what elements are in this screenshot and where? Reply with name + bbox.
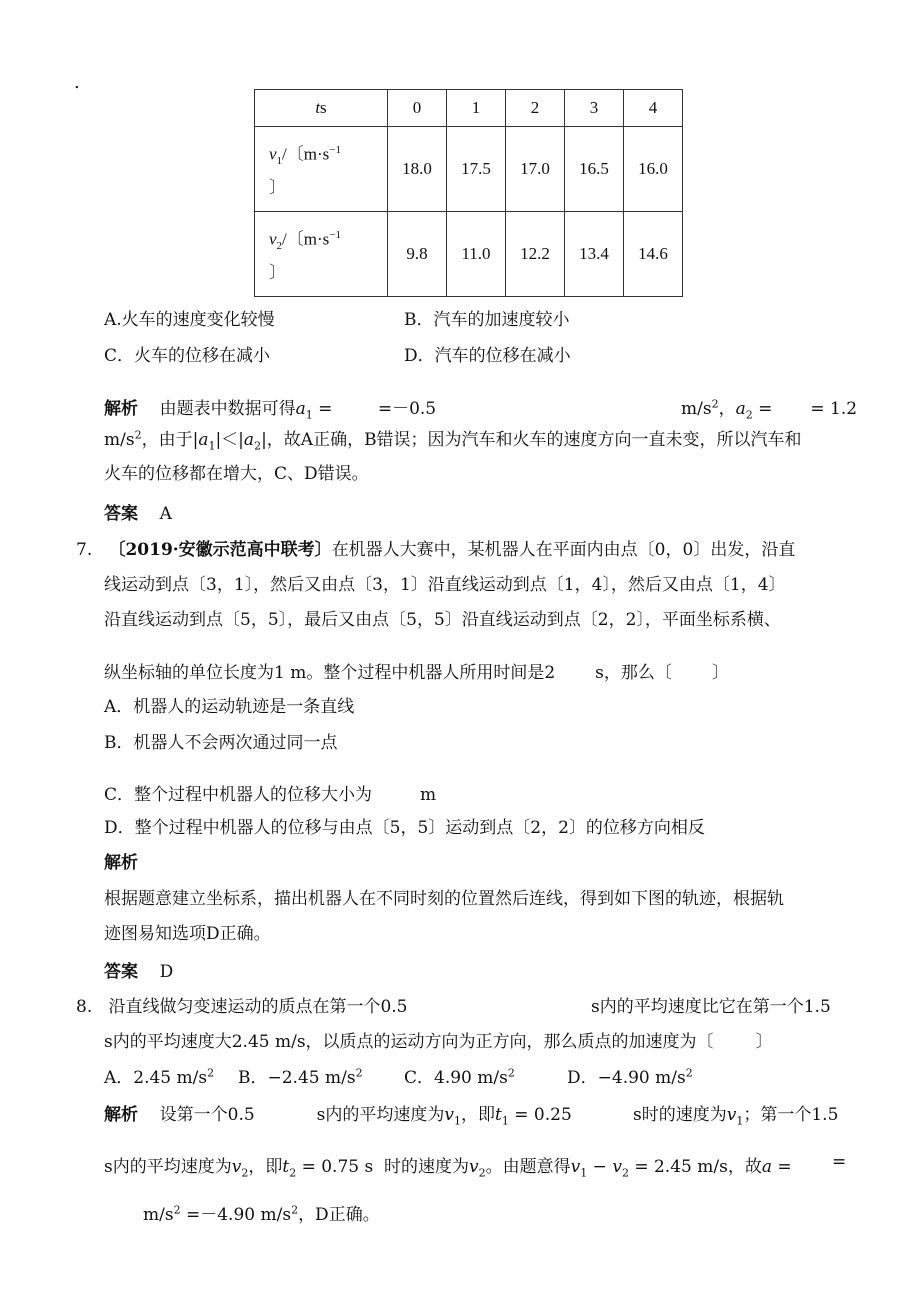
q8-option-a: A．2.45 $m/s^2$ — [104, 1066, 215, 1088]
q6-analysis-line2: $m/s^2$，由于$|a_1|<|a_2|$，故A正确，B错误；因为汽车和火车的速度方向一直未变，所以汽车和 — [104, 428, 802, 453]
v2-label: $v_2/$〔$m\cdot s^{-1}$ 〕 — [255, 212, 388, 297]
table-cell: 0 — [388, 90, 447, 127]
table-cell: 17.0 — [506, 127, 565, 212]
q7-option-d: D．整个过程中机器人的位移与由点〔5，5〕运动到点〔2，2〕的位移方向相反 — [104, 818, 705, 838]
q7-line1: 7. 〔2019·安徽示范高中联考〕在机器人大赛中，某机器人在平面内由点〔0，0〕出发，沿直 — [76, 540, 796, 560]
table-cell: 1 — [447, 90, 506, 127]
q7-analysis-label: 解析 — [104, 853, 138, 873]
q8-analysis-line2: s内的平均速度为$v_2$，即$t_2 = 0.75$ s 时的速度为$v_2$。由题意得$v_1 - v_2 = 2.45$ m/s，故a = — [104, 1157, 792, 1180]
table-cell: 16.5 — [565, 127, 624, 212]
table-cell: 2 — [506, 90, 565, 127]
table-cell: 4 — [624, 90, 683, 127]
q6-analysis-line1: 解析 由题表中数据可得$a_1 = =-0.5$ — [104, 399, 437, 422]
table-header-row — [255, 90, 683, 127]
q8-option-b: B．−2.45 $m/s^2$ — [238, 1066, 363, 1088]
q7-option-b: B．机器人不会两次通过同一点 — [104, 733, 338, 753]
q6-option-d: D．汽车的位移在减小 — [404, 346, 571, 366]
velocity-table — [254, 89, 683, 297]
table-cell: 14.6 — [624, 212, 683, 297]
q7-analysis-line1: 根据题意建立坐标系，描出机器人在不同时刻的位置然后连线，得到如下图的轨迹，根据轨 — [104, 889, 784, 909]
q6-analysis-line1-right: $m/s^2$，$a_2$ = = 1.2 — [681, 397, 858, 422]
header-time-label: ts — [255, 90, 388, 127]
q8-option-d: D．−4.90 $m/s^2$ — [567, 1066, 693, 1088]
table-cell: 9.8 — [388, 212, 447, 297]
table-cell: 18.0 — [388, 127, 447, 212]
q7-line3: 沿直线运动到点〔5，5〕，最后又由点〔5，5〕沿直线运动到点〔2，2〕，平面坐标系横、 — [104, 610, 781, 630]
q8-line2: s内的平均速度大2.45 m/s，以质点的运动方向为正方向，那么质点的加速度为〔 〕 — [104, 1032, 773, 1052]
page-mark: . — [74, 72, 80, 93]
table-cell: 16.0 — [624, 127, 683, 212]
q7-line4: 纵坐标轴的单位长度为1 m。整个过程中机器人所用时间是2 s，那么〔 〕 — [104, 663, 729, 683]
q6-option-a: A.火车的速度变化较慢 — [104, 310, 275, 330]
q7-option-c: C．整个过程中机器人的位移大小为 m — [104, 785, 437, 805]
q8-analysis-line1: 解析 设第一个0.5 s内的平均速度为$v_1$，即$t_1 = 0.25$ — [104, 1105, 572, 1128]
q8-analysis-line2-end: = — [832, 1152, 847, 1172]
q7-analysis-line2: 迹图易知选项D正确。 — [104, 924, 271, 944]
q6-answer: 答案 A — [104, 504, 172, 524]
table-cell: 3 — [565, 90, 624, 127]
q7-option-a: A．机器人的运动轨迹是一条直线 — [104, 697, 355, 717]
q7-answer: 答案 D — [104, 962, 174, 982]
q8-analysis-line1-right: s时的速度为$v_1$；第一个1.5 — [633, 1105, 839, 1128]
q8-option-c: C．4.90 $m/s^2$ — [404, 1066, 515, 1088]
q6-analysis-line3: 火车的位移都在增大，C、D错误。 — [104, 464, 369, 484]
table-cell: 12.2 — [506, 212, 565, 297]
table-cell: 17.5 — [447, 127, 506, 212]
q6-option-b: B．汽车的加速度较小 — [404, 310, 570, 330]
table-row-v2 — [255, 212, 683, 297]
q8-line1: 8. 沿直线做匀变速运动的质点在第一个0.5 — [76, 997, 408, 1017]
table-cell: 13.4 — [565, 212, 624, 297]
q8-analysis-line3: $m/s^2 =-4.90$ $m/s^2$，D正确。 — [143, 1203, 380, 1225]
table-row-v1 — [255, 127, 683, 212]
q6-option-c: C．火车的位移在减小 — [104, 346, 271, 366]
q8-line1-right: s内的平均速度比它在第一个1.5 — [591, 997, 831, 1017]
table-cell: 11.0 — [447, 212, 506, 297]
v1-label: $v_1/$〔$m\cdot s^{-1}$ 〕 — [255, 127, 388, 212]
q7-line2: 线运动到点〔3，1〕，然后又由点〔3，1〕沿直线运动到点〔1，4〕，然后又由点〔1，4〕 — [104, 575, 786, 595]
